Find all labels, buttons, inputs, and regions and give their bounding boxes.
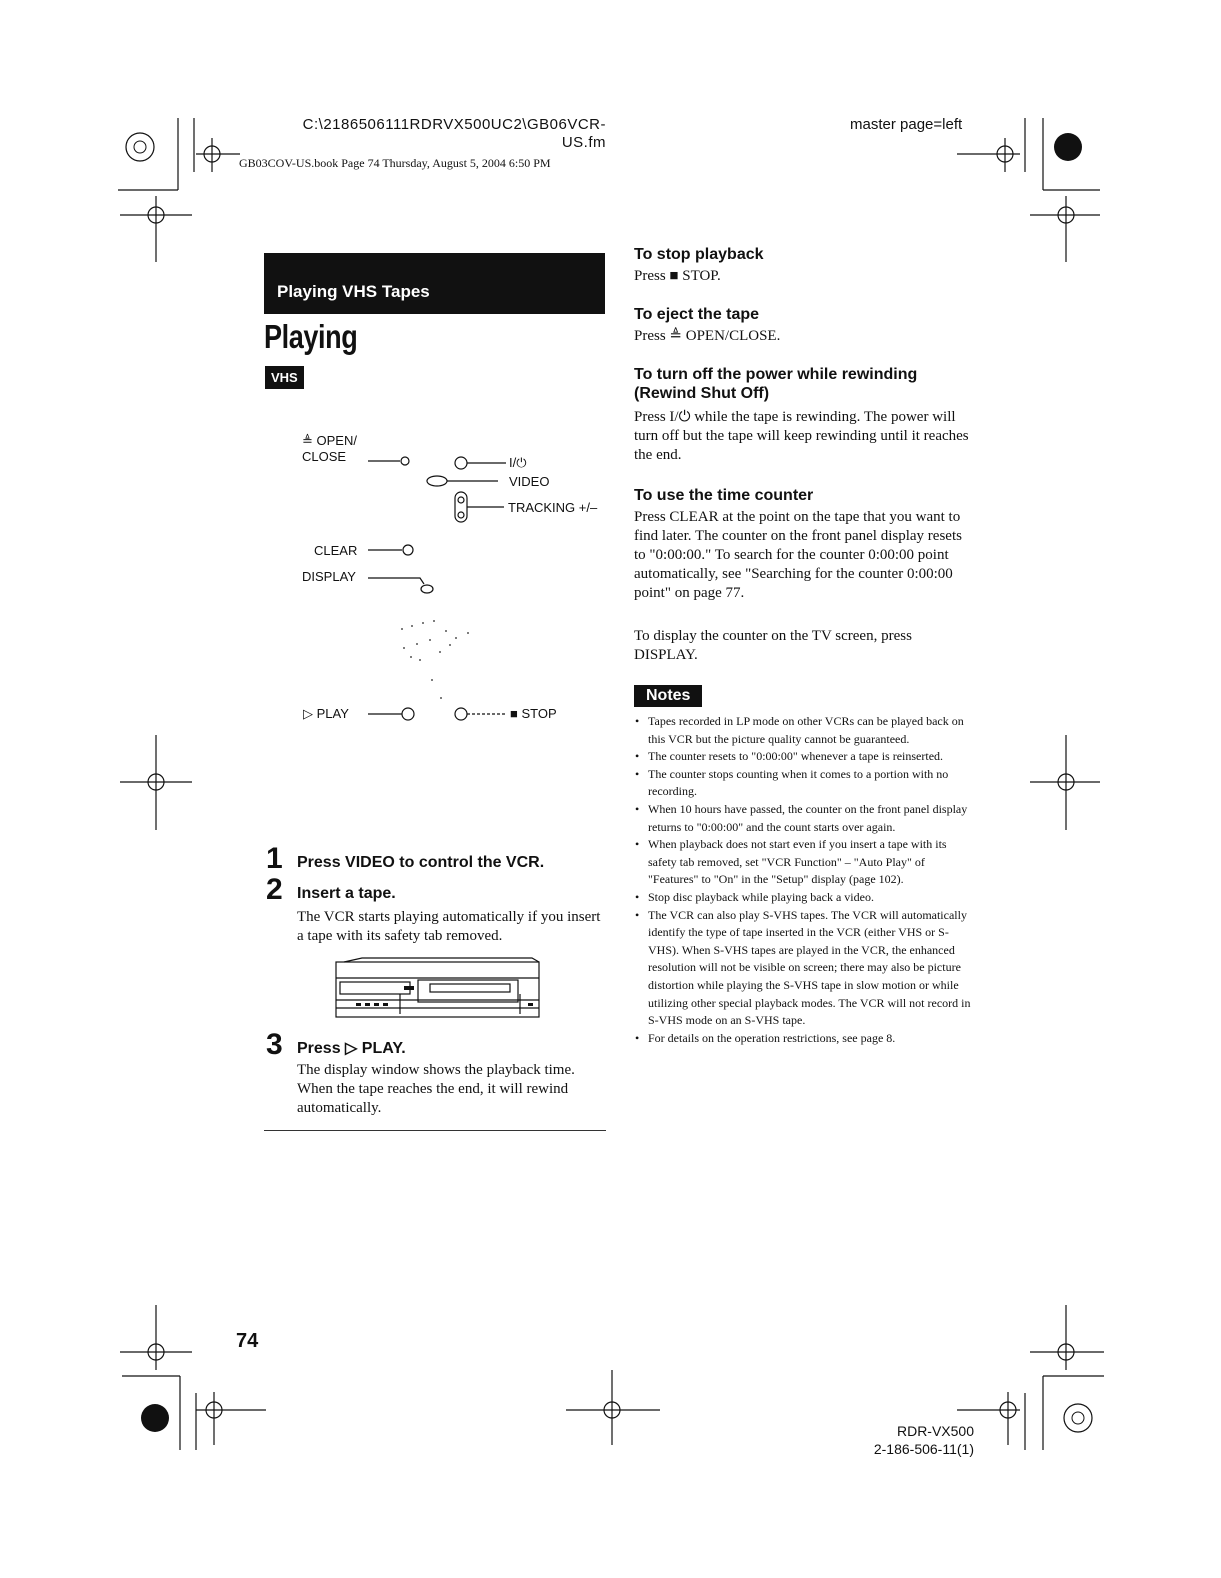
time-counter-text: Press CLEAR at the point on the tape that you want to find later. The counter on the front panel display resets to "0:00:00." To search for the counter 0:00:00 point automatically, see "Searching for the counter 0:00:00 point" on page 77. (634, 509, 962, 601)
remote-display-label: DISPLAY (302, 569, 356, 584)
remote-power-label: I/⏻ (509, 455, 527, 470)
remote-open-close-label: ≜ OPEN/ CLOSE (302, 433, 357, 464)
rewind-shutoff-text: Press I/⏻ while the tape is rewinding. The power will turn off but the tape will keep rewinding until it reaches the end. (634, 409, 969, 463)
page-number: 74 (236, 1330, 259, 1352)
vhs-badge: VHS (266, 367, 303, 388)
list-item: • The counter stops counting when it comes to a portion with no recording. (634, 766, 974, 801)
step-2-number: 2 (266, 873, 283, 906)
file-path: C:\2186506111RDRVX500UC2\GB06VCR-US.fm (302, 116, 606, 151)
list-item: • For details on the operation restrictions, see page 8. (634, 1030, 974, 1048)
list-item: • When 10 hours have passed, the counter on the front panel display returns to "0:00:00" and the count starts over again. (634, 801, 974, 836)
book-info: GB03COV-US.book Page 74 Thursday, August 5, 2004 6:50 PM (239, 156, 551, 170)
eject-text: Press ≜ OPEN/CLOSE. (634, 328, 781, 344)
step-1-title: Press VIDEO to control the VCR. (297, 854, 545, 871)
list-item: • When playback does not start even if you insert a tape with its safety tab removed, set "VCR Function" – "Auto Play" of "Features" to "On" in the "Setup" display (page 102). (634, 836, 974, 889)
step-1-number: 1 (266, 842, 283, 875)
model-number (860, 1422, 974, 1458)
remote-play-label: ▷ PLAY (303, 706, 349, 721)
step-3-body: The display window shows the playback time. When the tape reaches the end, it will rewind automatically. (297, 1062, 575, 1116)
step-3-title: Press ▷ PLAY. (297, 1040, 406, 1057)
part-code: 2-186-506-11(1) (873, 1441, 974, 1457)
step-3-number: 3 (266, 1028, 283, 1061)
remote-stop-label: ■ STOP (510, 706, 557, 721)
remote-tracking-label: TRACKING +/– (508, 500, 598, 515)
step-2-body: The VCR starts playing automatically if you insert a tape with its safety tab removed. (297, 909, 601, 944)
time-counter-display-text: To display the counter on the TV screen, press DISPLAY. (634, 628, 912, 663)
list-item: • Stop disc playback while playing back a video. (634, 889, 974, 907)
notes-badge: Notes (634, 685, 702, 707)
eject-heading: To eject the tape (634, 306, 760, 323)
stop-playback-heading: To stop playback (634, 246, 764, 263)
remote-clear-label: CLEAR (314, 543, 358, 558)
notes-list (634, 713, 974, 1047)
remote-video-label: VIDEO (509, 474, 550, 489)
model-name: RDR-VX500 (896, 1423, 974, 1439)
section-banner-title: Playing VHS Tapes (277, 282, 430, 301)
time-counter-heading: To use the time counter (634, 487, 814, 504)
list-item: • The counter resets to "0:00:00" whenever a tape is reinserted. (634, 748, 974, 766)
step-2-title: Insert a tape. (297, 885, 396, 902)
master-page-label: master page=left (850, 116, 963, 133)
page-title: Playing (264, 318, 358, 355)
stop-playback-text: Press ■ STOP. (634, 268, 721, 284)
list-item: • Tapes recorded in LP mode on other VCRs can be played back on this VCR but the picture quality cannot be guaranteed. (634, 713, 974, 748)
list-item: • The VCR can also play S-VHS tapes. The VCR will automatically identify the type of tape inserted in the VCR (either VHS or S-VHS). When S-VHS tapes are played in the VCR, the enhanced resolution will not be visible on screen; there may also be picture distortion while playing the S-VHS tape in slow motion or while utilizing other special playback modes. The VCR will not record in S-VHS mode on an S-VHS tape. (634, 907, 974, 1030)
rewind-shutoff-heading: To turn off the power while rewinding (Rewind Shut Off) (634, 366, 918, 402)
section-divider (264, 1130, 606, 1131)
